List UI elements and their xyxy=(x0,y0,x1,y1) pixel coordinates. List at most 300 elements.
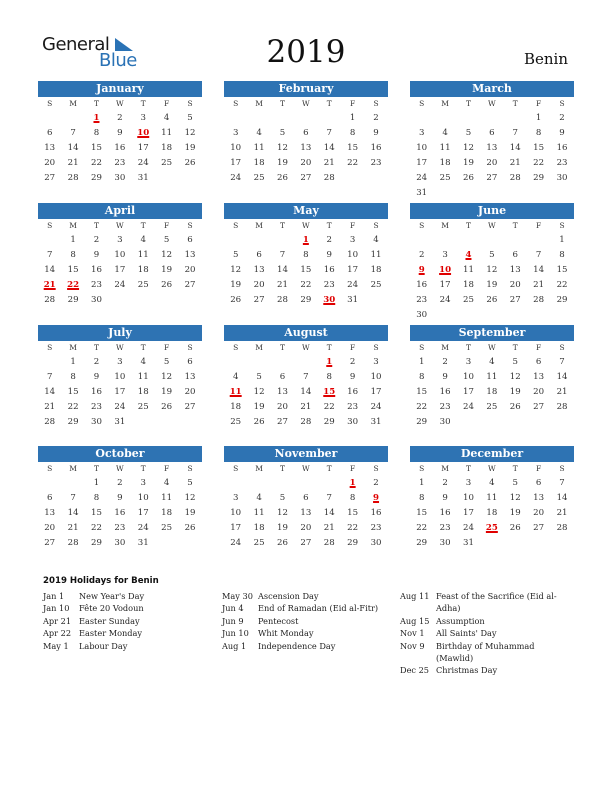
day-cell: 25 xyxy=(161,158,173,168)
day-cell: 8 xyxy=(326,372,332,382)
day-cell: 23 xyxy=(370,523,382,533)
day-cell: 6 xyxy=(187,357,193,367)
weekday-label: T xyxy=(93,99,99,108)
day-cell: 30 xyxy=(416,310,428,320)
day-cell: 26 xyxy=(277,538,288,548)
logo-general-text: General xyxy=(42,34,110,55)
empty-cell xyxy=(247,476,270,491)
weekday-label: S xyxy=(373,343,379,352)
holiday-date-label: May 1 xyxy=(43,640,69,651)
month-november xyxy=(224,446,388,551)
day-cell: 5 xyxy=(489,250,495,260)
holiday-row xyxy=(43,602,218,614)
empty-cell xyxy=(224,476,247,491)
day-cell: 19 xyxy=(509,508,521,518)
day-cell: 14 xyxy=(300,387,312,397)
day-cell: 28 xyxy=(509,173,521,183)
weekday-label: F xyxy=(164,343,170,352)
month-header: July xyxy=(38,325,202,341)
day-cell: 9 xyxy=(117,128,123,138)
day-cell: 21 xyxy=(323,523,335,533)
day-cell: 24 xyxy=(370,402,382,412)
weekday-label: S xyxy=(233,464,239,473)
day-cell: 11 xyxy=(161,128,173,138)
day-cell: 21 xyxy=(67,523,79,533)
weekday-label: F xyxy=(350,464,356,473)
day-cell: 5 xyxy=(187,113,193,123)
month-header: October xyxy=(38,446,202,462)
day-cell: 8 xyxy=(349,128,356,138)
weekday-label: T xyxy=(465,464,471,473)
weekday-label: W xyxy=(116,99,124,108)
day-cell: 20 xyxy=(509,280,521,290)
day-cell: 26 xyxy=(253,417,265,427)
day-cell: 21 xyxy=(509,158,521,168)
day-cell: 26 xyxy=(161,280,173,290)
weekday-label: S xyxy=(373,464,379,473)
day-cell: 13 xyxy=(44,508,56,518)
day-cell: 19 xyxy=(184,143,196,153)
holiday-name: Easter Monday xyxy=(79,628,143,639)
day-cell: 30 xyxy=(347,417,359,427)
day-cell: 24 xyxy=(230,538,242,548)
empty-cell xyxy=(318,476,341,491)
day-cell: 29 xyxy=(347,538,359,548)
day-cell: 6 xyxy=(279,372,286,382)
weekday-label: W xyxy=(488,464,496,473)
day-cell: 4 xyxy=(489,478,495,488)
day-cell: 3 xyxy=(373,357,379,367)
day-cell: 27 xyxy=(44,173,56,183)
day-cell: 30 xyxy=(91,295,102,305)
day-cell: 9 xyxy=(442,372,448,382)
day-cell: 20 xyxy=(184,265,196,275)
day-cell: 28 xyxy=(44,295,56,305)
day-cell: 5 xyxy=(279,493,286,503)
day-cell: 14 xyxy=(323,508,335,518)
day-cell: 7 xyxy=(303,372,309,382)
day-cell: 24 xyxy=(416,173,428,183)
month-february xyxy=(224,81,388,186)
day-cell: 10 xyxy=(416,143,428,153)
day-cell: 7 xyxy=(46,372,53,382)
day-cell: 20 xyxy=(184,387,196,397)
weekday-label: W xyxy=(488,343,496,352)
month-october xyxy=(38,446,202,551)
day-cell: 3 xyxy=(465,357,472,367)
day-cell: 5 xyxy=(232,250,239,260)
day-grid xyxy=(38,341,202,430)
holiday-date: 4 xyxy=(465,250,472,260)
day-cell: 6 xyxy=(535,357,542,367)
day-cell: 4 xyxy=(489,357,495,367)
day-cell: 29 xyxy=(556,295,568,305)
day-cell: 20 xyxy=(300,523,312,533)
day-cell: 20 xyxy=(44,523,56,533)
holiday-name: End of Ramadan (Eid al-Fitr) xyxy=(258,603,379,614)
day-cell: 18 xyxy=(137,387,149,397)
month-may xyxy=(224,203,388,308)
day-cell: 15 xyxy=(91,143,102,153)
weekday-label: T xyxy=(140,221,146,230)
day-cell: 18 xyxy=(439,158,451,168)
day-cell: 7 xyxy=(46,250,53,260)
day-cell: 20 xyxy=(44,158,56,168)
holiday-list xyxy=(43,576,583,676)
day-grid xyxy=(410,341,574,430)
day-cell: 14 xyxy=(556,372,568,382)
empty-cell xyxy=(61,476,84,491)
day-cell: 7 xyxy=(512,128,518,138)
day-grid xyxy=(38,462,202,551)
day-cell: 7 xyxy=(279,250,286,260)
day-cell: 27 xyxy=(277,417,288,427)
day-cell: 8 xyxy=(559,250,565,260)
day-cell: 24 xyxy=(463,523,474,533)
empty-cell xyxy=(38,476,61,491)
holiday-name: Easter Sunday xyxy=(79,615,140,626)
day-cell: 16 xyxy=(91,387,102,397)
month-september xyxy=(410,325,574,430)
day-cell: 8 xyxy=(349,493,356,503)
day-cell: 10 xyxy=(114,250,126,260)
day-cell: 19 xyxy=(509,387,521,397)
weekday-label: S xyxy=(233,343,239,352)
day-cell: 8 xyxy=(70,372,76,382)
day-cell: 8 xyxy=(418,493,425,503)
day-cell: 8 xyxy=(93,128,100,138)
day-cell: 2 xyxy=(93,357,100,367)
day-cell: 20 xyxy=(277,402,288,412)
day-cell: 27 xyxy=(533,523,545,533)
day-cell: 11 xyxy=(486,493,498,503)
day-cell: 20 xyxy=(253,280,265,290)
weekday-label: T xyxy=(279,99,285,108)
holiday-row xyxy=(222,640,397,652)
weekday-label: S xyxy=(419,343,425,352)
weekday-label: T xyxy=(465,99,471,108)
day-cell: 23 xyxy=(347,402,359,412)
weekday-label: T xyxy=(512,221,518,230)
day-cell: 14 xyxy=(323,143,335,153)
weekday-label: S xyxy=(47,464,53,473)
month-june xyxy=(410,203,574,323)
day-cell: 19 xyxy=(161,265,173,275)
day-cell: 1 xyxy=(70,357,76,367)
empty-cell xyxy=(504,233,527,248)
day-cell: 25 xyxy=(439,173,451,183)
day-cell: 9 xyxy=(326,250,332,260)
day-cell: 29 xyxy=(416,417,428,427)
day-cell: 21 xyxy=(67,158,79,168)
weekday-label: T xyxy=(279,464,285,473)
weekday-label: F xyxy=(536,99,542,108)
day-cell: 10 xyxy=(137,493,149,503)
day-cell: 9 xyxy=(442,493,448,503)
day-cell: 5 xyxy=(187,478,193,488)
day-cell: 13 xyxy=(509,265,521,275)
day-cell: 26 xyxy=(277,173,288,183)
day-grid xyxy=(38,219,202,308)
holiday-date-label: Apr 21 xyxy=(43,615,72,626)
day-cell: 6 xyxy=(256,250,262,260)
day-cell: 7 xyxy=(559,478,565,488)
day-cell: 12 xyxy=(277,508,288,518)
month-august xyxy=(224,325,388,430)
holiday-date-label: Aug 15 xyxy=(400,615,430,626)
day-cell: 29 xyxy=(91,173,102,183)
weekday-label: M xyxy=(441,221,449,230)
empty-cell xyxy=(247,233,270,248)
day-cell: 28 xyxy=(67,173,79,183)
day-cell: 23 xyxy=(439,523,451,533)
day-cell: 31 xyxy=(370,417,382,427)
weekday-label: M xyxy=(69,99,77,108)
month-header: March xyxy=(410,81,574,97)
weekday-label: M xyxy=(69,464,77,473)
holiday-date: 1 xyxy=(302,235,309,245)
day-cell: 15 xyxy=(533,143,545,153)
month-header: April xyxy=(38,203,202,219)
weekday-label: S xyxy=(559,221,565,230)
day-cell: 1 xyxy=(418,357,425,367)
day-cell: 12 xyxy=(486,265,498,275)
holiday-date-label: Jun 4 xyxy=(222,603,244,614)
empty-cell xyxy=(271,233,294,248)
day-cell: 10 xyxy=(463,493,474,503)
day-cell: 17 xyxy=(230,158,242,168)
day-cell: 8 xyxy=(535,128,542,138)
day-cell: 17 xyxy=(416,158,428,168)
month-header: June xyxy=(410,203,574,219)
day-cell: 13 xyxy=(300,143,312,153)
holiday-row xyxy=(222,602,397,614)
day-cell: 2 xyxy=(418,250,425,260)
day-cell: 17 xyxy=(463,508,474,518)
day-cell: 17 xyxy=(230,523,242,533)
day-cell: 26 xyxy=(463,173,474,183)
day-cell: 7 xyxy=(70,493,76,503)
day-cell: 24 xyxy=(347,280,359,290)
day-cell: 17 xyxy=(370,387,382,397)
holiday-column xyxy=(43,590,218,652)
day-cell: 29 xyxy=(533,173,545,183)
day-cell: 8 xyxy=(418,372,425,382)
day-cell: 27 xyxy=(184,280,196,290)
weekday-label: M xyxy=(255,99,263,108)
day-cell: 17 xyxy=(463,387,474,397)
day-cell: 11 xyxy=(137,250,149,260)
weekday-label: S xyxy=(559,464,565,473)
day-cell: 18 xyxy=(486,508,498,518)
day-cell: 4 xyxy=(163,113,170,123)
holiday-date: 1 xyxy=(93,113,100,123)
holiday-row xyxy=(43,627,218,639)
day-cell: 30 xyxy=(556,173,568,183)
weekday-label: T xyxy=(326,343,332,352)
day-cell: 29 xyxy=(323,417,335,427)
day-cell: 31 xyxy=(137,538,149,548)
day-cell: 4 xyxy=(256,128,262,138)
holiday-name: Birthday of Muhammad (Mawlid) xyxy=(436,640,535,664)
weekday-label: F xyxy=(350,99,356,108)
weekday-label: S xyxy=(233,221,239,230)
day-cell: 20 xyxy=(300,158,312,168)
empty-cell xyxy=(61,111,84,126)
weekday-label: T xyxy=(140,464,146,473)
day-cell: 18 xyxy=(161,143,173,153)
day-cell: 6 xyxy=(187,235,193,245)
day-cell: 30 xyxy=(91,417,102,427)
weekday-label: F xyxy=(164,464,170,473)
day-cell: 18 xyxy=(253,523,265,533)
holiday-name: All Saints' Day xyxy=(436,628,497,639)
empty-cell xyxy=(224,233,247,248)
day-cell: 25 xyxy=(253,173,265,183)
day-cell: 11 xyxy=(161,493,173,503)
day-cell: 12 xyxy=(230,265,242,275)
day-cell: 12 xyxy=(509,493,521,503)
empty-cell xyxy=(247,111,270,126)
holiday-date-label: Jan 10 xyxy=(43,603,70,614)
day-cell: 16 xyxy=(416,280,428,290)
day-cell: 6 xyxy=(489,128,495,138)
day-cell: 2 xyxy=(93,235,100,245)
day-cell: 28 xyxy=(323,173,335,183)
day-cell: 15 xyxy=(67,265,79,275)
empty-cell xyxy=(294,355,317,370)
day-cell: 15 xyxy=(347,508,359,518)
weekday-label: T xyxy=(326,99,332,108)
day-cell: 9 xyxy=(117,493,123,503)
weekday-label: M xyxy=(255,343,263,352)
day-cell: 16 xyxy=(439,508,451,518)
day-cell: 26 xyxy=(184,158,196,168)
weekday-label: W xyxy=(302,221,310,230)
month-december xyxy=(410,446,574,551)
day-cell: 9 xyxy=(559,128,565,138)
weekday-label: S xyxy=(419,464,425,473)
empty-cell xyxy=(38,233,61,248)
day-cell: 16 xyxy=(370,508,382,518)
month-header: November xyxy=(224,446,388,462)
day-cell: 21 xyxy=(556,387,568,397)
day-cell: 3 xyxy=(140,478,146,488)
day-cell: 26 xyxy=(230,295,242,305)
day-cell: 22 xyxy=(347,523,359,533)
empty-cell xyxy=(457,233,480,248)
holiday-date: 10 xyxy=(137,128,150,138)
day-cell: 25 xyxy=(137,402,149,412)
day-cell: 23 xyxy=(416,295,428,305)
weekday-label: S xyxy=(187,343,193,352)
holiday-date: 15 xyxy=(323,387,336,397)
weekday-label: T xyxy=(140,343,146,352)
weekday-label: M xyxy=(441,464,449,473)
day-cell: 24 xyxy=(463,402,474,412)
day-cell: 26 xyxy=(486,295,498,305)
day-cell: 19 xyxy=(277,523,288,533)
holiday-name: Assumption xyxy=(436,615,485,626)
holiday-column xyxy=(400,590,570,677)
day-cell: 28 xyxy=(556,523,568,533)
weekday-label: T xyxy=(465,343,471,352)
day-cell: 16 xyxy=(323,265,335,275)
day-cell: 28 xyxy=(300,417,312,427)
holiday-name: Whit Monday xyxy=(258,628,314,639)
empty-cell xyxy=(480,111,503,126)
day-cell: 26 xyxy=(509,402,521,412)
weekday-label: S xyxy=(419,99,425,108)
day-cell: 31 xyxy=(347,295,359,305)
weekday-label: T xyxy=(93,221,99,230)
day-cell: 26 xyxy=(509,523,521,533)
day-cell: 30 xyxy=(114,538,126,548)
weekday-label: T xyxy=(512,464,518,473)
day-cell: 20 xyxy=(486,158,498,168)
holiday-name: Labour Day xyxy=(79,640,128,651)
day-cell: 29 xyxy=(67,417,79,427)
weekday-label: F xyxy=(536,221,542,230)
weekday-label: T xyxy=(93,343,99,352)
weekday-label: W xyxy=(488,99,496,108)
day-cell: 5 xyxy=(279,128,286,138)
holiday-date-label: Nov 1 xyxy=(400,628,425,639)
weekday-label: W xyxy=(302,99,310,108)
day-cell: 14 xyxy=(67,143,79,153)
day-cell: 31 xyxy=(416,188,428,198)
weekday-label: W xyxy=(116,464,124,473)
day-cell: 13 xyxy=(184,372,196,382)
country-name: Benin xyxy=(523,50,568,68)
day-cell: 4 xyxy=(442,128,448,138)
day-cell: 18 xyxy=(137,265,149,275)
weekday-label: T xyxy=(465,221,471,230)
day-cell: 27 xyxy=(533,402,545,412)
holiday-date: 1 xyxy=(326,357,333,367)
day-cell: 14 xyxy=(67,508,79,518)
day-cell: 7 xyxy=(326,493,332,503)
day-cell: 5 xyxy=(512,478,518,488)
day-cell: 28 xyxy=(277,295,288,305)
day-cell: 6 xyxy=(512,250,518,260)
day-cell: 13 xyxy=(533,493,545,503)
day-cell: 23 xyxy=(114,158,126,168)
holiday-row xyxy=(43,640,218,652)
day-cell: 25 xyxy=(161,523,173,533)
day-cell: 10 xyxy=(114,372,126,382)
holiday-date-label: Jan 1 xyxy=(43,591,65,601)
day-cell: 24 xyxy=(439,295,451,305)
day-cell: 21 xyxy=(323,158,335,168)
holiday-date-label: Jun 10 xyxy=(222,628,249,639)
day-cell: 28 xyxy=(533,295,545,305)
day-cell: 11 xyxy=(486,372,498,382)
holiday-row xyxy=(222,615,397,627)
day-cell: 19 xyxy=(486,280,498,290)
holiday-date: 9 xyxy=(373,493,380,503)
month-header: May xyxy=(224,203,388,219)
day-cell: 21 xyxy=(556,508,568,518)
day-cell: 13 xyxy=(486,143,498,153)
day-cell: 15 xyxy=(67,387,79,397)
holiday-name: Ascension Day xyxy=(258,591,319,601)
day-cell: 12 xyxy=(463,143,474,153)
weekday-label: W xyxy=(488,221,496,230)
day-cell: 19 xyxy=(253,402,265,412)
day-cell: 14 xyxy=(44,387,56,397)
holiday-row xyxy=(400,640,570,665)
